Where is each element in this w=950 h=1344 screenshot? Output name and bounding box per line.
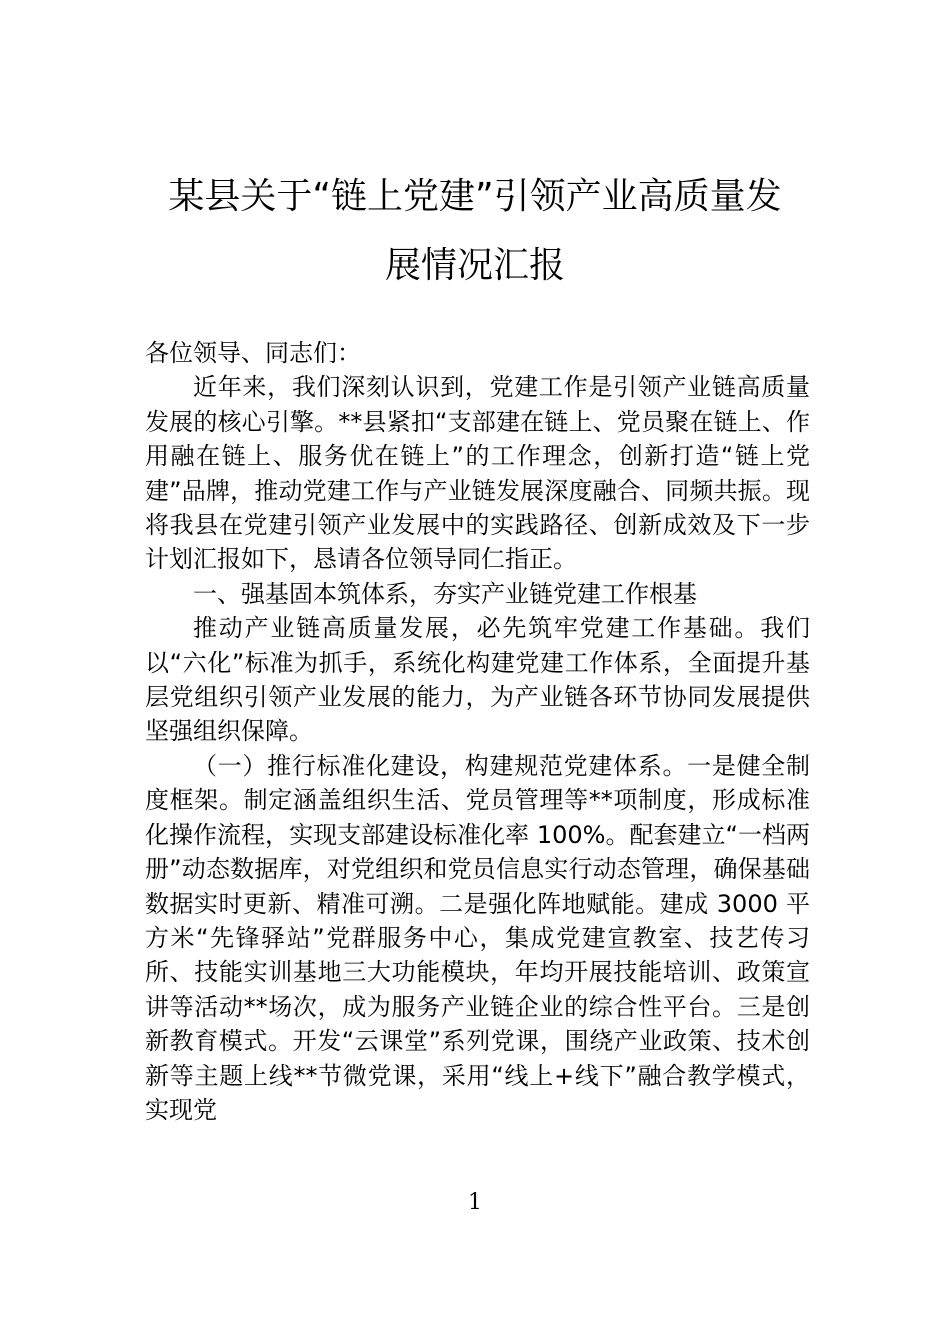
section-paragraph: 推动产业链高质量发展，必先筑牢党建工作基础。我们以“六化”标准为抓手，系统化构建党建工作体系，全面提升基层党组织引领产业发展的能力，为产业链各环节协同发展提供坚强组织保障。 xyxy=(145,614,810,746)
section-heading: 一、强基固本筑体系，夯实产业链党建工作根基 xyxy=(193,579,697,608)
document-body xyxy=(145,336,810,1127)
subsection-paragraph: （一）推行标准化建设，构建规范党建体系。一是健全制度框架。制定涵盖组织生活、党员管理等**项制度，形成标准化操作流程，实现支部建设标准化率 100%。配套建立“一档两册”动态数据库，对党组织和党员信息实行动态管理，确保基础数据实时更新、精准可溯。二是强化阵地赋能。建成 3000 平方米“先锋驿站”党群服务中心，集成党建宣教室、技艺传习所、技能实训基地三大功能模块，年均开展技能培训、政策宣讲等活动**场次，成为服务产业链企业的综合性平台。三是创新教育模式。开发“云课堂”系列党课，围绕产业政策、技术创新等主题上线**节微党课，采用“线上+线下”融合教学模式，实现党 xyxy=(145,751,810,1124)
intro-paragraph: 近年来，我们深刻认识到，党建工作是引领产业链高质量发展的核心引擎。**县紧扣“支部建在链上、党员聚在链上、作用融在链上、服务优在链上”的工作理念，创新打造“链上党建”品牌，推动党建工作与产业链发展深度融合、同频共振。现将我县在党建引领产业发展中的实践路径、创新成效及下一步计划汇报如下，恳请各位领导同仁指正。 xyxy=(145,373,810,574)
document-title-line-2: 展情况汇报 xyxy=(384,245,565,286)
salutation: 各位领导、同志们： xyxy=(145,339,361,367)
page-number: 1 xyxy=(468,1190,482,1215)
document-title-line-1: 某县关于“链上党建”引领产业高质量发 xyxy=(168,176,782,217)
